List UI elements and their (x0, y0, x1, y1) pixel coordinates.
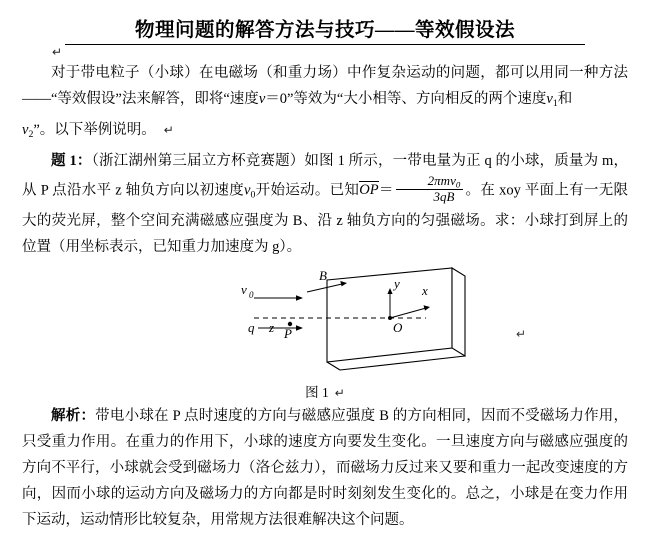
intro-text-2: ＝0”等效为“大小相等、方向相反的两个速度 (265, 91, 547, 107)
problem-text-3: ＝ (378, 182, 394, 199)
symbol-v0-sub: 0 (250, 188, 256, 200)
problem-label: 题 1： (51, 152, 92, 169)
label-y: y (394, 275, 400, 291)
label-v0-sub: 0 (249, 289, 254, 300)
paragraph-mark-row (22, 45, 628, 60)
label-P: P (284, 325, 292, 341)
problem-paragraph (22, 148, 628, 260)
intro-paragraph (22, 60, 628, 117)
screen-side-face (452, 268, 465, 356)
symbol-v: v (258, 91, 266, 107)
fraction-numerator-sub: 0 (455, 178, 461, 189)
q-arrow-head (296, 325, 303, 331)
intro-text-3: 和 (557, 91, 573, 107)
intro-text-4: ”。以下举例说明。 (33, 121, 156, 138)
figure-caption: 图 1 (305, 384, 329, 400)
intro-paragraph-cont (22, 117, 628, 148)
solution-paragraph (22, 403, 628, 533)
symbol-v1-sub: 1 (552, 97, 558, 109)
problem-text-1: （浙江湖州第三届立方杯竞赛题）如图 1 所示，一带电量为正 q 的小球，质量为 m，从 P 点沿水平 z 轴负方向以初速度 (22, 152, 629, 199)
label-O: O (393, 319, 403, 335)
figure-1-svg (22, 262, 628, 380)
paragraph-mark: ↵ (334, 385, 345, 400)
v0-arrow-head (296, 295, 303, 301)
fraction-numerator (396, 174, 464, 191)
problem-text-2: 开始运动。已知 (255, 182, 360, 199)
symbol-v0: v (244, 182, 251, 199)
symbol-v2-sub: 2 (28, 128, 34, 140)
paragraph-mark: ↵ (52, 45, 63, 59)
fraction-denominator: 3qB (433, 189, 455, 205)
figure-paragraph-mark: ↵ (516, 326, 527, 341)
intro-text-1: 对于带电粒子（小球）在电磁场（和重力场）中作复杂运动的问题，都可以用同一种方法——“等效假设”法来解答，即将“速度 (22, 65, 628, 107)
segment-op: OP (359, 182, 379, 199)
label-x: x (422, 282, 428, 298)
label-v0: v (241, 281, 247, 297)
page-title: 物理问题的解答方法与技巧——等效假设法 (134, 20, 515, 41)
symbol-v1: v (546, 91, 553, 107)
figure-1 (22, 262, 628, 380)
label-B: B (319, 267, 327, 283)
label-z: z (269, 319, 275, 335)
screen-bottom-edge (327, 362, 340, 370)
solution-label: 解析： (51, 407, 96, 424)
paragraph-mark: ↵ (163, 122, 174, 137)
fraction-numerator-text: 2πmv (427, 172, 456, 188)
fraction-op-value (396, 174, 464, 204)
label-q: q (248, 319, 255, 335)
solution-text: 带电小球在 P 点时速度的方向与磁感应强度 B 的方向相同，因而不受磁场力作用，只受重力作用。在重力的作用下，小球的速度方向要发生变化。一旦速度方向与磁感应强度的方向不平行，小球就会受到磁场力（洛仑兹力），而磁场力反过来又要和重力一起改变速度的方向，因而小球的运动方向及磁场力的方向都是时时刻刻发生变化的。总之，小球是在变力作用下运动，运动情形比较复杂，用常规方法很难解决这个问题。 (22, 407, 629, 528)
symbol-v2: v (22, 121, 29, 138)
figure-caption-row (22, 381, 628, 401)
problem-text-4: 。在 xoy 平面上有一无限大的荧光屏，整个空间充满磁感应强度为 B、沿 z 轴负方向的匀强磁场。求：小球打到屏上的位置（用坐标表示，已知重力加速度为 g）。 (22, 182, 629, 255)
